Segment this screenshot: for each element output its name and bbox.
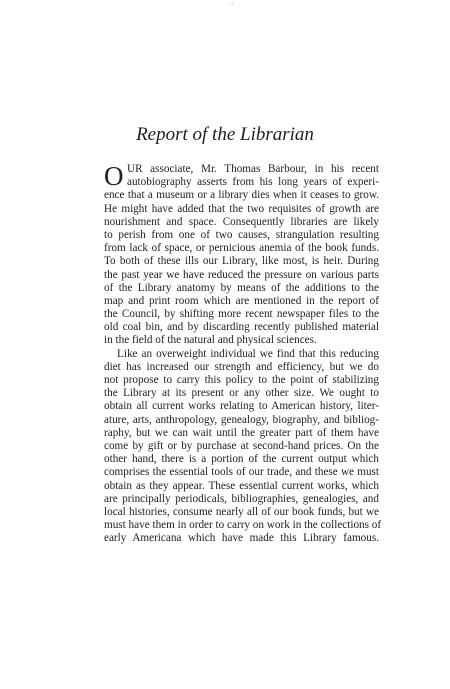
drop-cap: O xyxy=(104,161,124,191)
paragraph-line: He might have added that the two requisites of growth are xyxy=(104,202,379,215)
paragraph-line: Like an overweight individual we find that this reducing xyxy=(117,347,379,360)
paragraph-line: are principally periodicals, bibliographies, genealogies, and xyxy=(104,492,379,505)
paragraph-line: obtain all current works relating to American history, liter- xyxy=(104,400,379,413)
paragraph-line: come by gift or by purchase at second-hand prices. On the xyxy=(104,439,379,452)
top-mark: ·· xyxy=(228,0,235,8)
paragraph-line: ature, arts, anthropology, genealogy, biography, and bibliog- xyxy=(104,413,379,426)
report-body xyxy=(104,161,382,545)
paragraph-line: To both of these ills our Library, like most, is heir. During xyxy=(104,255,379,268)
paragraph-line: the Library at its present or any other size. We ought to xyxy=(104,387,379,400)
paragraph-line: must have them in order to carry on work in the collections of xyxy=(104,519,382,532)
paragraph-line: comprises the essential tools of our trade, and these we must xyxy=(104,466,379,479)
paragraph-line: map and print room which are mentioned in the report of xyxy=(104,294,379,307)
paragraph-line: of the Library anatomy by means of the additions to the xyxy=(104,281,379,294)
paragraph-line: UR associate, Mr. Thomas Barbour, in his recent xyxy=(127,163,379,175)
paragraph-line: the Council, by shifting more recent newspaper files to the xyxy=(104,308,379,321)
paragraph-line: not propose to carry this policy to the point of stabilizing xyxy=(104,374,379,386)
paragraph-line: raphy, but we can wait until the greater part of them have xyxy=(104,426,379,439)
paragraph-line: obtain as they appear. These essential current works, which xyxy=(104,479,379,492)
paragraph-line: local histories, consume nearly all of our book funds, but we xyxy=(104,505,379,518)
paragraph-line: other hand, there is a portion of the current output which xyxy=(104,453,379,466)
paragraph-line: ence that a museum or a library dies when it ceases to grow. xyxy=(104,189,379,202)
paragraph-line: nourishment and space. Consequently libraries are likely xyxy=(104,215,379,228)
paragraph-line: the past year we have reduced the pressure on various parts xyxy=(104,268,379,281)
paragraph-line: autobiography asserts from his long years of experi- xyxy=(127,176,379,189)
paragraph-line: early Americana which have made this Library famous. xyxy=(104,532,379,545)
paragraph-1 xyxy=(104,163,379,348)
paragraph-line: old coal bin, and by discarding recently published material xyxy=(104,321,379,334)
paragraph-2 xyxy=(104,347,382,546)
paragraph-line: from lack of space, or pernicious anemia of the book funds. xyxy=(104,242,379,255)
paragraph-line: in the field of the natural and physical sciences. xyxy=(104,334,317,347)
page-title: Report of the Librarian xyxy=(136,124,314,145)
paragraph-line: to perish from one of two causes, strangulation resulting xyxy=(104,228,379,241)
paragraph-line: diet has increased our strength and efficiency, but we do xyxy=(104,360,379,373)
